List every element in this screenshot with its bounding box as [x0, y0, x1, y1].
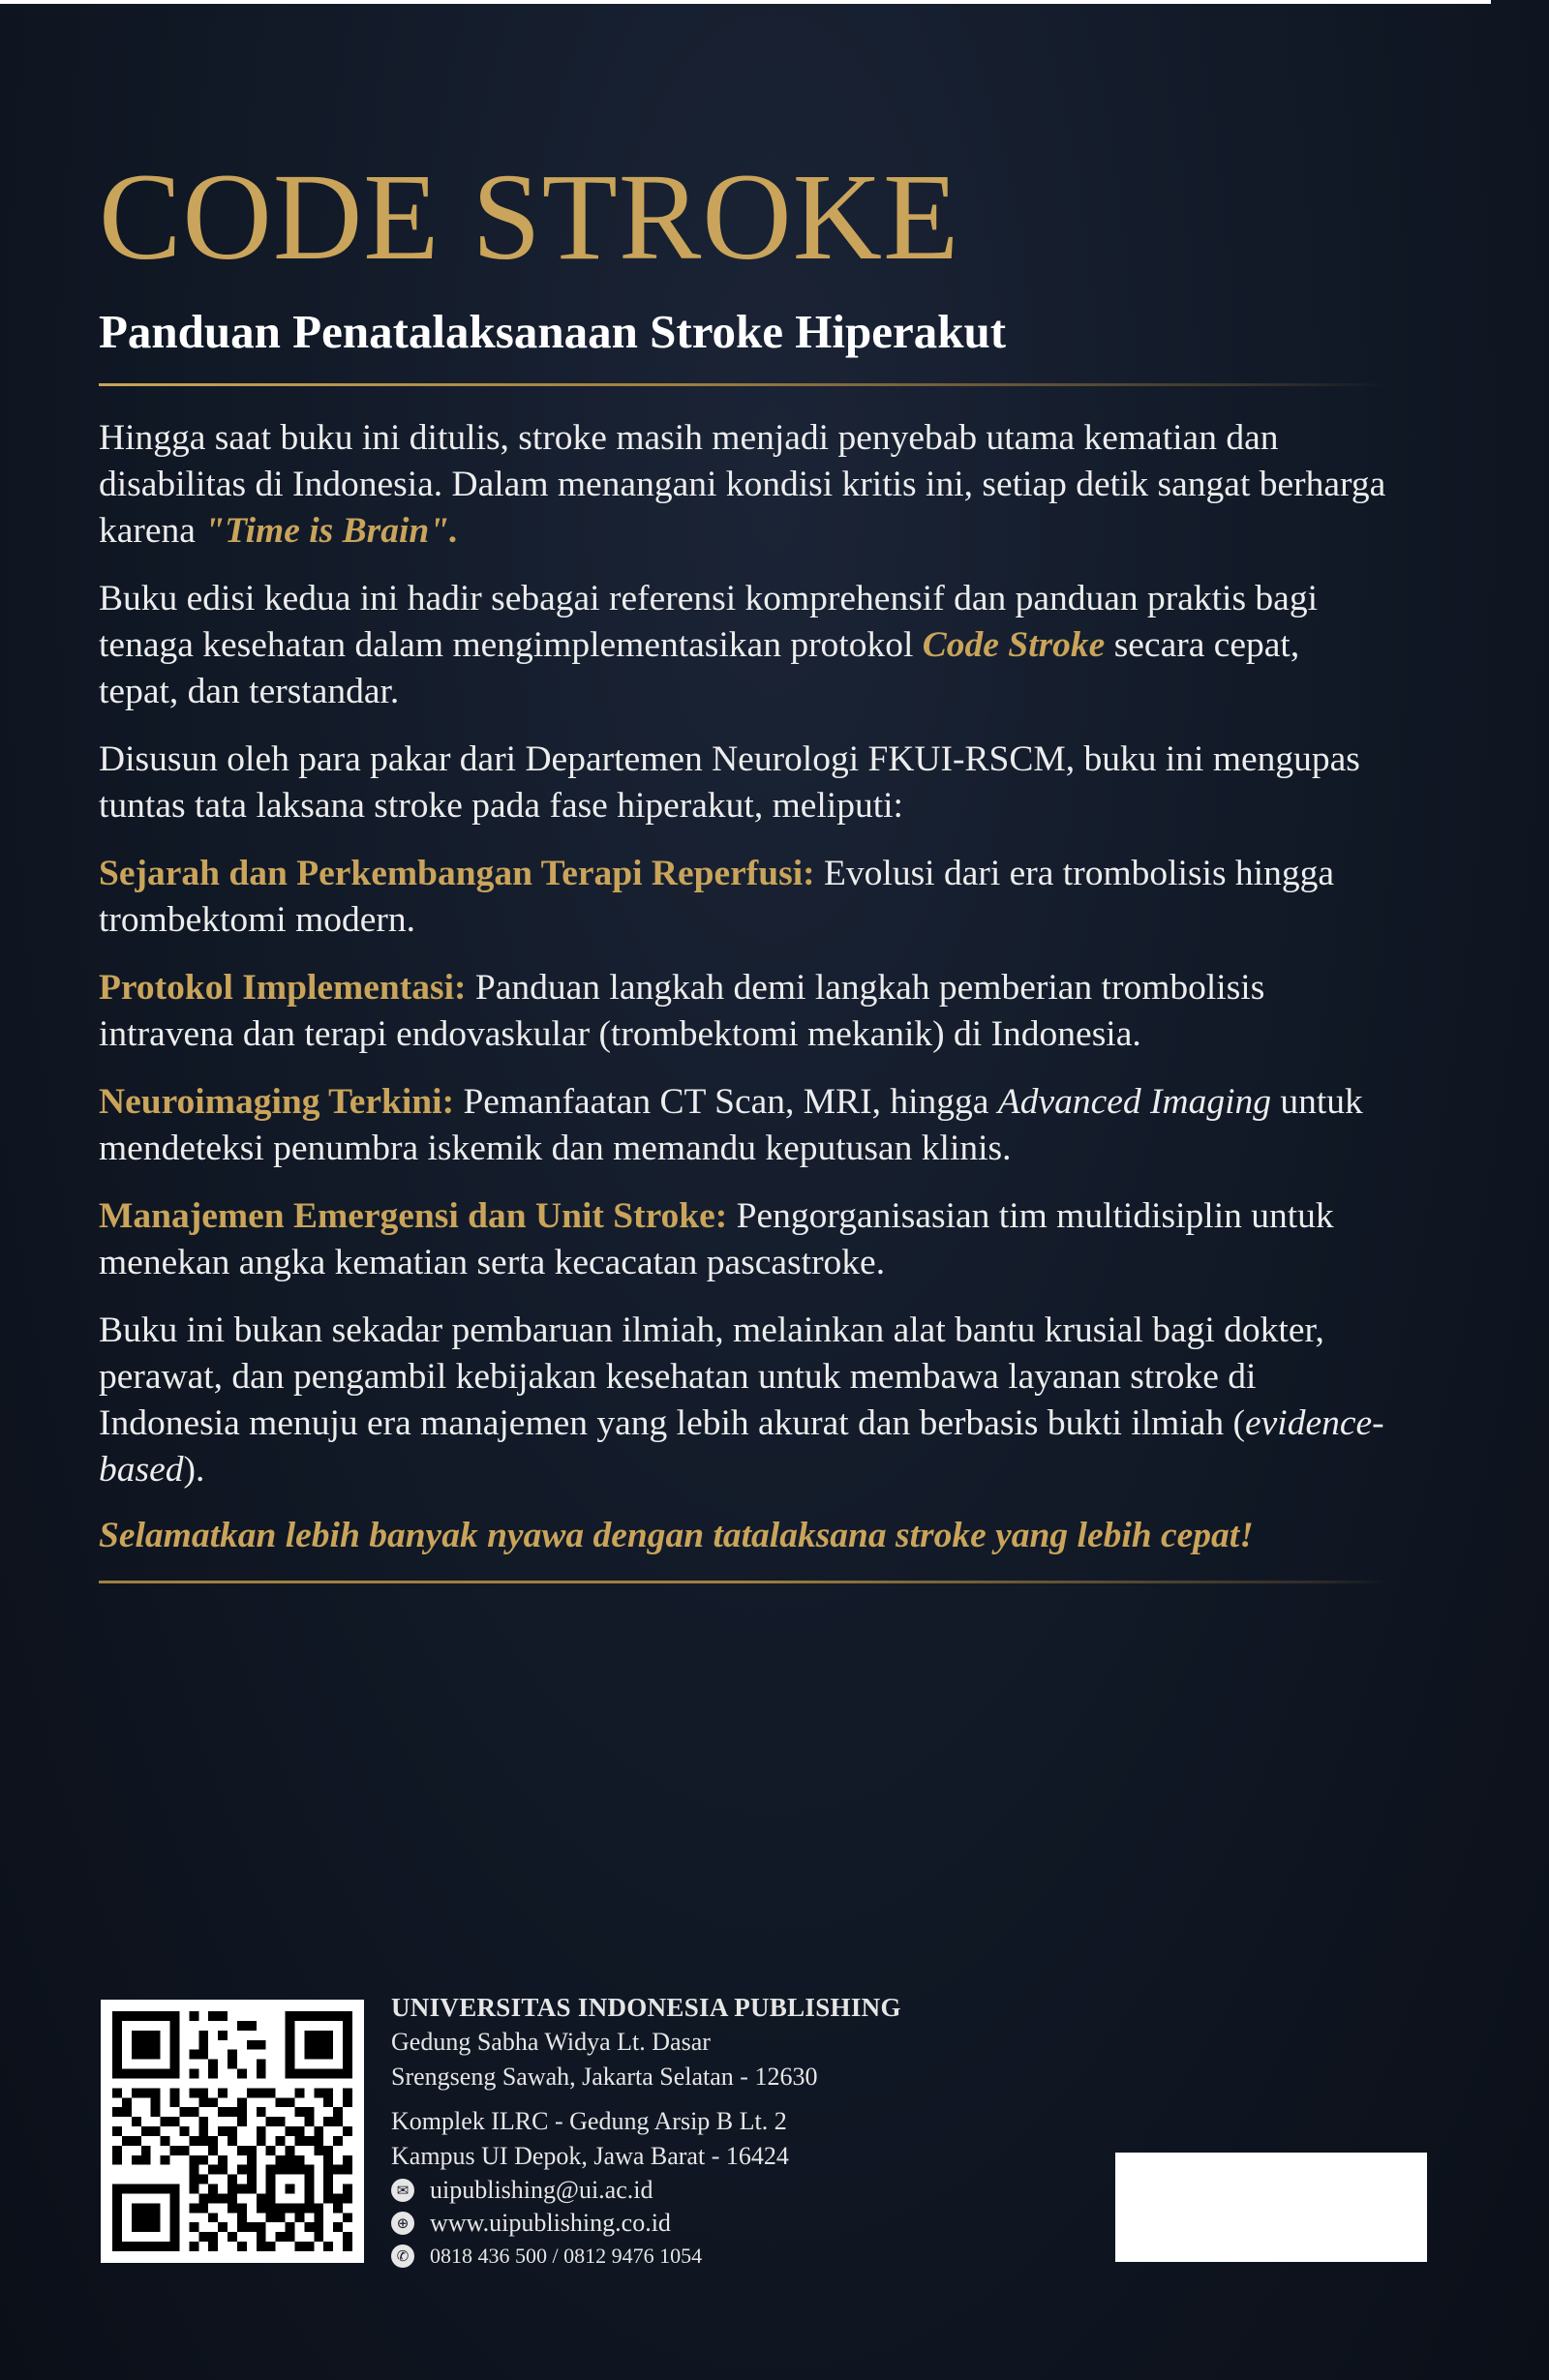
- blurb-paragraph-2: Buku edisi kedua ini hadir sebagai referensi komprehensif dan panduan praktis bagi tenaga kesehatan dalam mengimplementasikan protokol Code Stroke secara cepat, tepat, dan terstandar.: [99, 578, 1318, 711]
- whatsapp-icon: ✆: [391, 2244, 414, 2268]
- blurb: [99, 415, 1386, 1493]
- blurb-paragraph-1: Hingga saat buku ini ditulis, stroke masih menjadi penyebab utama kematian dan disabilitas di Indonesia. Dalam menangani kondisi kritis ini, setiap detik sangat berharga karena "Time is Brain".: [99, 417, 1386, 551]
- address-2-line-1: Komplek ILRC - Gedung Arsip B Lt. 2: [391, 2107, 787, 2135]
- publisher-info: [391, 1990, 1088, 2273]
- gold-divider-top: [99, 383, 1386, 386]
- book-subtitle: Panduan Penatalaksanaan Stroke Hiperakut: [99, 305, 1007, 358]
- mail-icon: ✉: [391, 2179, 414, 2202]
- back-cover-content: [99, 148, 1386, 1583]
- book-title: CODE STROKE: [99, 148, 960, 286]
- address-1-line-2: Srengseng Sawah, Jakarta Selatan - 12630: [391, 2063, 818, 2091]
- time-is-brain-quote: "Time is Brain".: [204, 510, 459, 551]
- topic-emergency: Manajemen Emergensi dan Unit Stroke: Pengorganisasian tim multidisiplin untuk menekan angka kematian serta kecacatan pascastroke.: [99, 1195, 1334, 1282]
- topic-reperfusion: Sejarah dan Perkembangan Terapi Reperfusi: Evolusi dari era trombolisis hingga trombektomi modern.: [99, 853, 1334, 940]
- topic-heading: Sejarah dan Perkembangan Terapi Reperfusi:: [99, 853, 815, 893]
- website-contact: ⊕ www.uipublishing.co.id: [391, 2207, 1088, 2240]
- blurb-paragraph-3: Disusun oleh para pakar dari Departemen Neurologi FKUI-RSCM, buku ini mengupas tuntas tata laksana stroke pada fase hiperakut, meliputi:: [99, 738, 1360, 826]
- email-contact: ✉ uipublishing@ui.ac.id: [391, 2174, 1088, 2207]
- topic-implementation: Protokol Implementasi: Panduan langkah demi langkah pemberian trombolisis intravena dan terapi endovaskular (trombektomi mekanik) di Indonesia.: [99, 967, 1265, 1054]
- address-1-line-1: Gedung Sabha Widya Lt. Dasar: [391, 2028, 711, 2056]
- topic-neuroimaging: Neuroimaging Terkini: Pemanfaatan CT Scan, MRI, hingga Advanced Imaging untuk mendeteksi penumbra iskemik dan memandu keputusan klinis.: [99, 1081, 1363, 1168]
- gold-divider-bottom: [99, 1581, 1386, 1583]
- top-edge-strip: [0, 0, 1491, 4]
- code-stroke-highlight: Code Stroke: [922, 624, 1106, 665]
- topic-heading: Manajemen Emergensi dan Unit Stroke:: [99, 1195, 728, 1236]
- topic-heading: Neuroimaging Terkini:: [99, 1081, 455, 1122]
- qr-code-icon: [112, 2011, 352, 2251]
- publisher-name: UNIVERSITAS INDONESIA PUBLISHING: [391, 1993, 901, 2022]
- blurb-paragraph-4: Buku ini bukan sekadar pembaruan ilmiah, melainkan alat bantu krusial bagi dokter, perawat, dan pengambil kebijakan kesehatan untuk membawa layanan stroke di Indonesia menuju era manajemen yang lebih akurat dan berbasis bukti ilmiah (evidence-based).: [99, 1310, 1384, 1490]
- topic-heading: Protokol Implementasi:: [99, 967, 467, 1008]
- phone-contact: ✆ 0818 436 500 / 0812 9476 1054: [391, 2240, 1088, 2273]
- barcode-placeholder: [1115, 2153, 1427, 2262]
- address-2-line-2: Kampus UI Depok, Jawa Barat - 16424: [391, 2142, 789, 2170]
- tagline: Selamatkan lebih banyak nyawa dengan tatalaksana stroke yang lebih cepat!: [99, 1515, 1254, 1555]
- qr-code: [101, 2000, 364, 2263]
- globe-icon: ⊕: [391, 2212, 414, 2235]
